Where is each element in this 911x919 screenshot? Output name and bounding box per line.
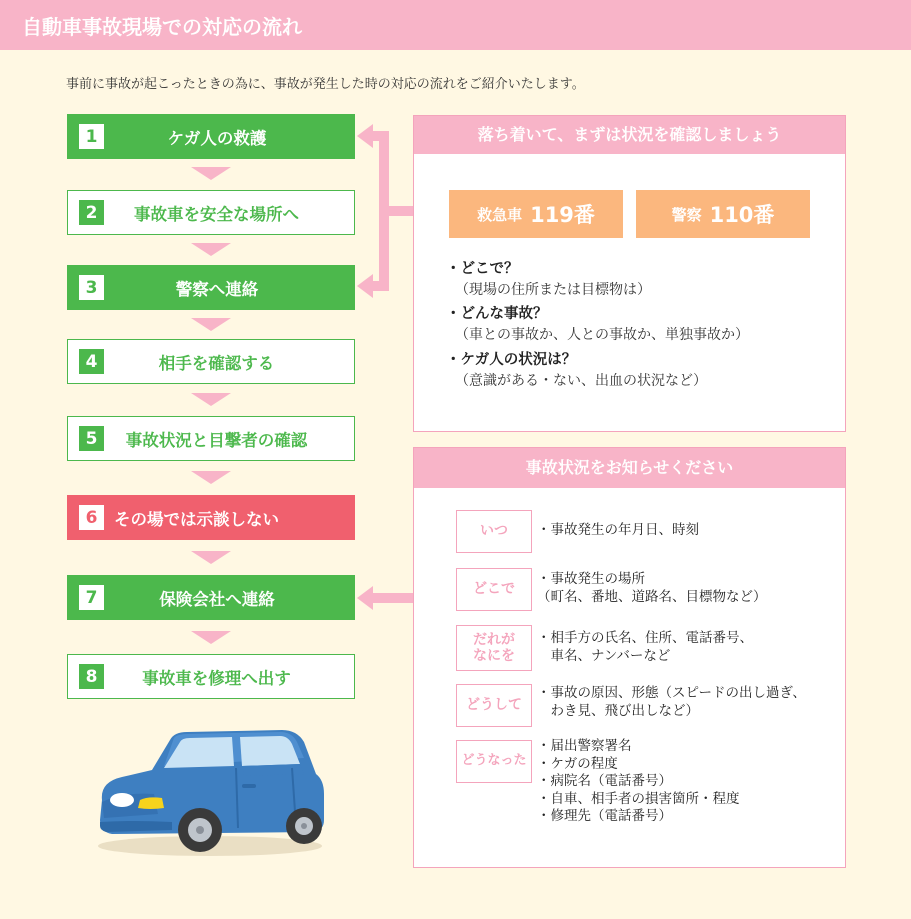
arrow-down-icon — [191, 393, 231, 406]
step-number: 6 — [79, 505, 104, 530]
step-6 — [67, 495, 355, 540]
question: ・ケガ人の状況は？ — [446, 352, 577, 368]
step-2 — [67, 190, 355, 235]
title-bar — [0, 0, 911, 50]
info-line: ・事故発生の年月日、時刻 — [537, 522, 699, 538]
car-icon — [92, 722, 328, 862]
page-title: 自動車事故現場での対応の流れ — [22, 15, 302, 39]
tag-text: どうして — [466, 697, 522, 714]
tag-text: どこで — [473, 581, 515, 598]
arrow-left-icon — [355, 583, 417, 613]
tag-why — [456, 684, 532, 727]
question: ・どんな事故？ — [446, 306, 548, 322]
info-line: ・相手方の氏名、住所、電話番号、 — [537, 630, 753, 646]
info-when — [537, 522, 699, 540]
info-result — [537, 738, 740, 826]
arrow-down-icon — [191, 318, 231, 331]
info-line: ・修理先（電話番号） — [537, 808, 672, 825]
panel-heading: 事故状況をお知らせください — [414, 448, 845, 488]
info-line: （町名、番地、道路名、目標物など） — [537, 588, 767, 605]
step-7 — [67, 575, 355, 620]
police-phone: 110番 — [709, 203, 775, 227]
step-label: その場では示談しない — [114, 509, 279, 529]
info-line: 車名、ナンバーなど — [537, 647, 671, 664]
arrow-down-icon — [191, 631, 231, 644]
tag-who-what — [456, 625, 532, 671]
police-number — [636, 190, 810, 238]
step-4 — [67, 339, 355, 384]
tag-text: いつ — [480, 523, 508, 540]
step-label: 相手を確認する — [158, 353, 275, 373]
tag-result — [456, 740, 532, 783]
step-label: ケガ人の救護 — [167, 128, 267, 148]
step-label: 保険会社へ連絡 — [159, 589, 275, 609]
info-line: ・病院名（電話番号） — [537, 773, 672, 790]
tag-where — [456, 568, 532, 611]
question-detail: （意識がある・ない、出血の状況など） — [455, 373, 707, 389]
info-where — [537, 571, 767, 606]
arrow-down-icon — [191, 167, 231, 180]
question-detail: （車との事故か、人との事故か、単独事故か） — [455, 327, 749, 343]
info-line: ・ケガの程度 — [537, 755, 618, 772]
step-number: 7 — [79, 585, 104, 610]
step-label: 警察へ連絡 — [175, 279, 259, 299]
step-number: 4 — [79, 349, 104, 374]
step-number: 2 — [79, 200, 104, 225]
bracket-arrow-icon — [355, 120, 417, 300]
step-3 — [67, 265, 355, 310]
step-5 — [67, 416, 355, 461]
step-number: 8 — [79, 664, 104, 689]
tag-when — [456, 510, 532, 553]
step-label: 事故車を安全な場所へ — [134, 204, 299, 224]
step-1 — [67, 114, 355, 159]
ambulance-phone: 119番 — [530, 203, 595, 227]
question-detail: （現場の住所または目標物は） — [455, 282, 651, 298]
tag-text: だれが — [473, 631, 515, 648]
ambulance-number — [449, 190, 623, 238]
info-why — [537, 685, 806, 720]
info-line: ・自車、相手者の損害箇所・程度 — [537, 790, 740, 807]
info-line: ・事故の原因、形態（スピードの出し過ぎ、 — [537, 685, 806, 701]
info-line: わき見、飛び出しなど） — [537, 702, 699, 719]
police-label: 警察 — [671, 205, 702, 224]
info-who-what — [537, 630, 753, 665]
info-line: ・事故発生の場所 — [537, 571, 645, 587]
step-number: 1 — [79, 124, 104, 149]
tag-text: なにを — [473, 648, 515, 664]
tag-text: どうなった — [461, 753, 527, 769]
info-line: ・届出警察署名 — [537, 738, 632, 754]
step-number: 5 — [79, 426, 104, 451]
step-label: 事故車を修理へ出す — [142, 668, 291, 688]
question: ・どこで？ — [446, 261, 519, 277]
ambulance-label: 救急車 — [477, 205, 523, 224]
panel-heading: 落ち着いて、まずは状況を確認しましょう — [414, 116, 845, 154]
step-label: 事故状況と目撃者の確認 — [125, 430, 308, 450]
step-number: 3 — [79, 275, 104, 300]
intro-text: 事前に事故が起こったときの為に、事故が発生した時の対応の流れをご紹介いたします。 — [66, 77, 585, 92]
arrow-down-icon — [191, 471, 231, 484]
step-8 — [67, 654, 355, 699]
arrow-down-icon — [191, 243, 231, 256]
arrow-down-icon — [191, 551, 231, 564]
